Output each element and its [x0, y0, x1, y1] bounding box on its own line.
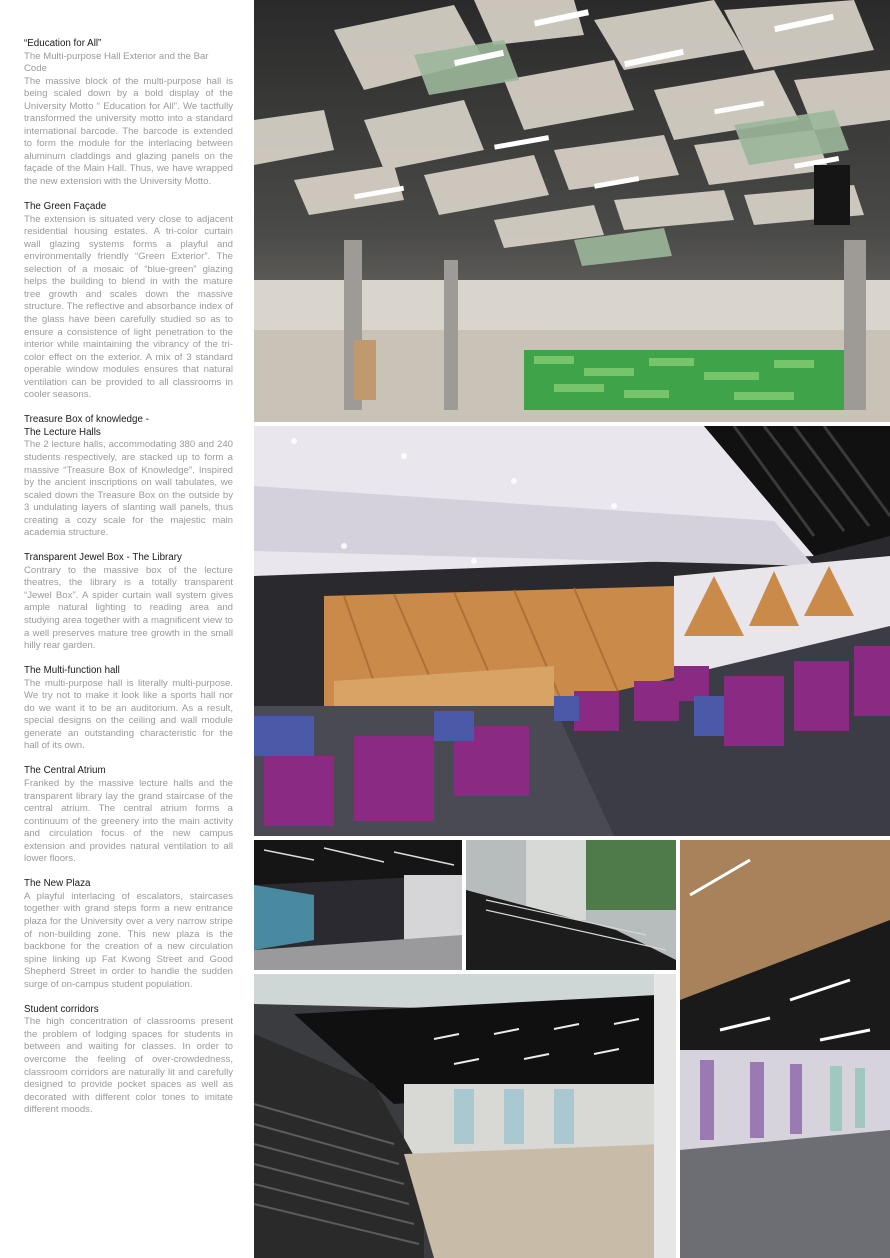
section-title: The Central Atrium	[24, 765, 106, 777]
section-multi-function-hall	[24, 665, 233, 753]
section-body: The extension is situated very close to adjacent residential housing estates. A tri-color curtain wall glazing systems forms a playful and environmentally friendly “Green Exterior”. The selection of a mosaic of “blue-green” glazing helps the building to blend in with the mature tree growth and scales down the massive structure. The reflective and absorbance index of the glass have been carefully studied so as to ensure a consistence of light penetration to the interior while maintaining the vibrancy of the tri-color effect on the exterior. A mix of 3 standard operable window modules ensures that natural ventilation can be provided to all classrooms in cooler seasons.	[24, 213, 233, 401]
multipurpose-hall-image	[254, 0, 890, 422]
section-body: The 2 lecture halls, accommodating 380 and 240 students respectively, are stacked up to form a massive “Treasure Box of Knowledge”. Inspired by the ancient inscriptions on wall tabulates, we scaled down the Treasure Box on the outside by 3 undulating layers of slanting wall panels, thus creating a cozy scale for the majestic main academia structure.	[24, 439, 233, 539]
section-body: Franked by the massive lecture halls and the transparent library lay the grand staircase of the central atrium. The central atrium forms a continuum of the greenery into the main activity and circulation focus of the new campus extension and provides natural ventilation to all lower floors.	[24, 778, 233, 865]
section-education-for-all	[24, 38, 233, 189]
photo-multipurpose-hall	[254, 0, 890, 422]
section-student-corridors	[24, 1004, 233, 1117]
atrium-image	[254, 974, 676, 1258]
section-body: A playful interlacing of escalators, staircases together with grand steps form a new entrance plaza for the University over a very narrow stripe of non-building zone. This new plaza is the backbone for the creation of a new circulation spine linking up Fat Kwong Street and Good Shepherd Street in order to handle the sudden surge of on-campus student population.	[24, 890, 233, 990]
section-lecture-halls	[24, 414, 233, 539]
section-title: The Multi-function hall	[24, 665, 120, 677]
section-title: Treasure Box of knowledge -	[24, 414, 149, 426]
section-title: Student corridors	[24, 1003, 99, 1015]
lower-corridor-image	[254, 840, 462, 970]
section-title: “Education for All”	[24, 38, 102, 49]
section-body: The multi-purpose hall is literally multi-purpose. We try not to make it look like a sports hall nor do we want it to be an auditorium. As a result, special designs on the ceiling and wall module generate an outstanding characteristic for the hall of its own.	[24, 677, 233, 752]
staircase-image	[466, 840, 676, 970]
section-library	[24, 552, 233, 652]
student-corridor-image	[680, 840, 890, 1258]
section-title: The Green Façade	[24, 201, 107, 213]
section-central-atrium	[24, 765, 233, 865]
section-body: Contrary to the massive box of the lecture theatres, the library is a totally transparent “Jewel Box”. A spider curtain wall system gives ample natural lighting to reading area and studying area together with a magnificent view to a well preserves mature tree growth in the small hilly rear garden.	[24, 564, 233, 652]
lecture-hall-image	[254, 426, 890, 836]
photo-lecture-hall	[254, 426, 890, 836]
section-subtitle: The Multi-purpose Hall Exterior and the Bar Code	[24, 50, 209, 75]
photo-student-corridor	[680, 840, 890, 1258]
section-title: Transparent Jewel Box - The Library	[24, 552, 182, 564]
section-title-line2: The Lecture Halls	[24, 426, 101, 438]
photo-atrium	[254, 974, 676, 1258]
section-green-facade	[24, 201, 233, 402]
photo-staircase	[466, 840, 676, 970]
section-title: The New Plaza	[24, 878, 91, 890]
text-column	[24, 38, 233, 1129]
photo-lower-corridor	[254, 840, 462, 970]
section-body: The massive block of the multi-purpose hall is being scaled down by a bold display of the University Motto “ Education for All”. We tactfully transformed the university motto into a standard international barcode. The barcode is extended to form the module for the interlacing between aluminum claddings and glazing panels on the façade of the Main Hall. Thus, we have wrapped the new extension with the University Motto.	[24, 75, 233, 188]
section-new-plaza	[24, 878, 233, 991]
section-body: The high concentration of classrooms present the problem of lodging spaces for students in between and waiting for classes. In order to overcome the feeling of over-crowdedness, classroom corridors are naturally lit and carefully designed to provide pocket spaces as well as decorated with different color tones to imitate different moods.	[24, 1016, 233, 1116]
